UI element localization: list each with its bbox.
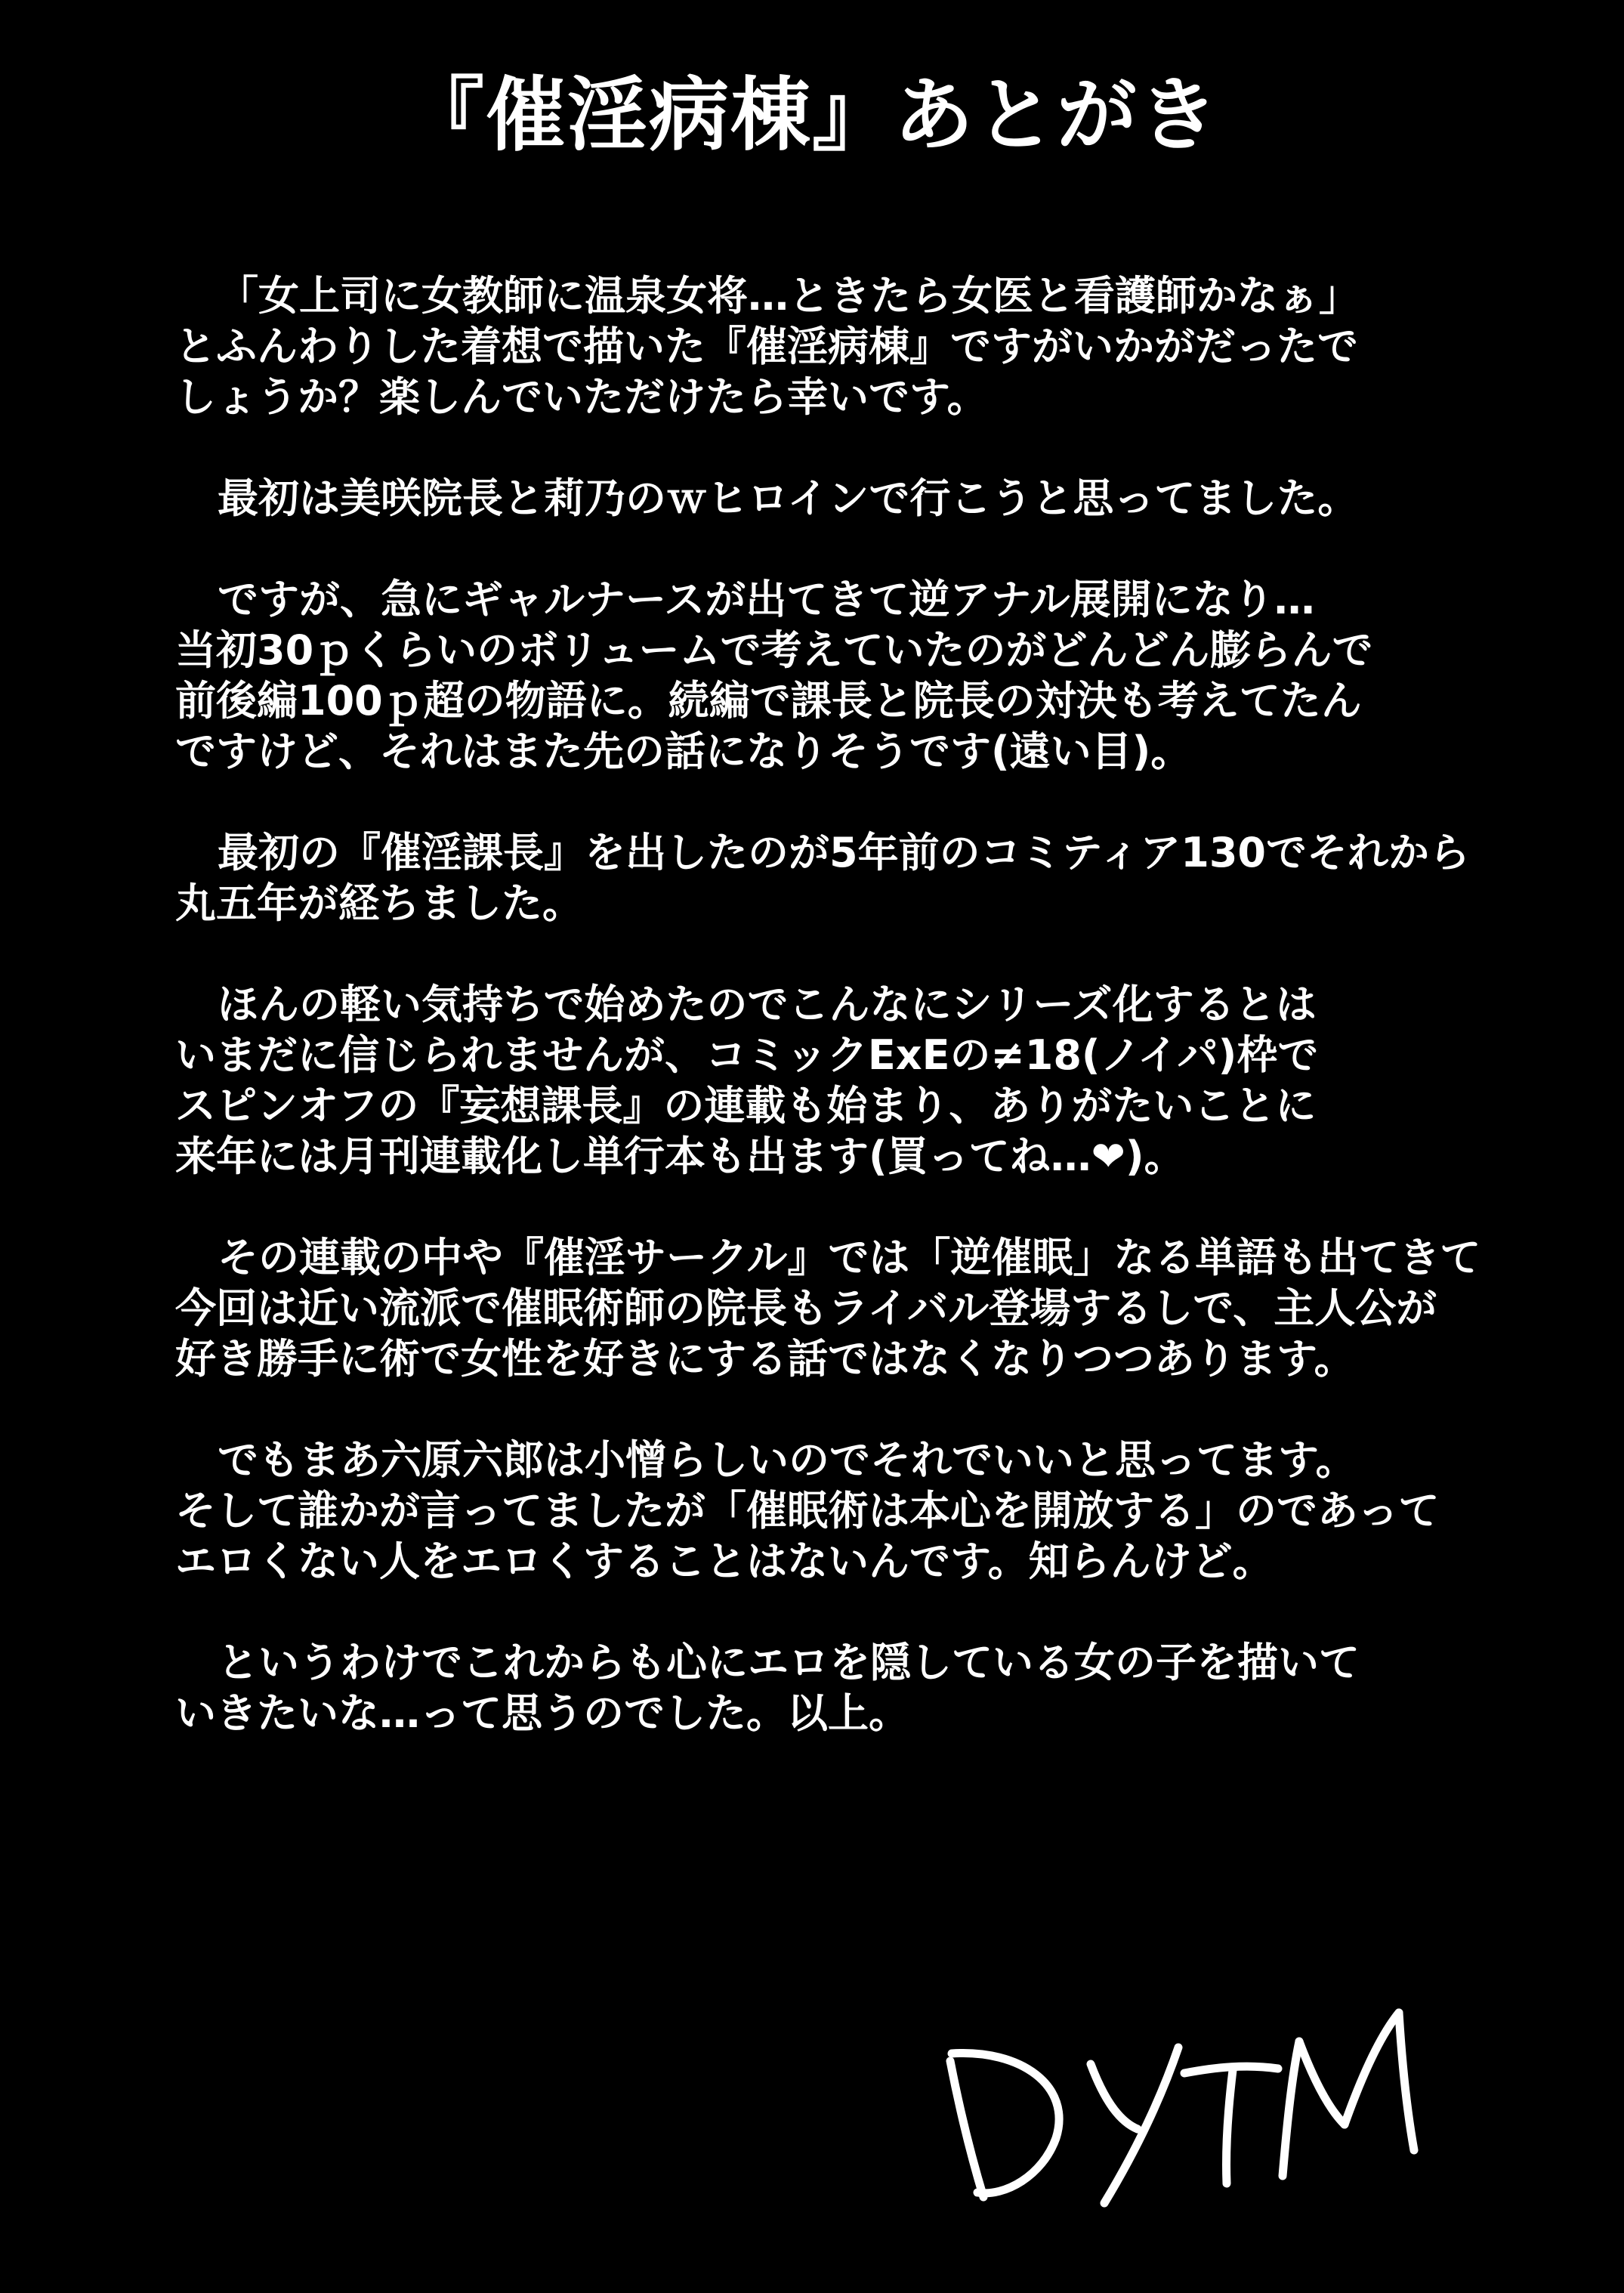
- text-line: 前後編100ｐ超の物語に。続編で課長と院長の対決も考えてたん: [175, 677, 1362, 725]
- paragraph-6: [175, 1232, 1595, 1384]
- paragraph-3: [175, 574, 1595, 777]
- text-line: 最初の『催淫課長』を出したのが5年前のコミティア130でそれから: [218, 829, 1470, 876]
- text-line: その連載の中や『催淫サークル』では「逆催眠」なる単語も出てきて: [218, 1234, 1481, 1281]
- text-line: ほんの軽い気持ちで始めたのでこんなにシリーズ化するとは: [218, 981, 1317, 1028]
- text-line: スピンオフの『妄想課長』の連載も始まり、ありがたいことに: [175, 1082, 1317, 1130]
- paragraph-8: [175, 1637, 1595, 1738]
- paragraph-4: [175, 827, 1595, 929]
- paragraph-1: [175, 270, 1595, 422]
- signature-stroke: [1091, 2064, 1138, 2129]
- text-line: でもまあ六原六郎は小憎らしいのでそれでいいと思ってます。: [218, 1436, 1357, 1484]
- text-line: いきたいな…って思うのでした。以上。: [175, 1689, 909, 1737]
- signature-stroke: [1345, 2013, 1399, 2125]
- handwritten-signature: [929, 1995, 1428, 2214]
- text-line: 「女上司に女教師に温泉女将…ときたら女医と看護師かなぁ」: [218, 272, 1360, 320]
- text-line: ですが、急にギャルナースが出てきて逆アナル展開になり…: [218, 576, 1315, 623]
- text-line: そして誰かが言ってましたが「催眠術は本心を開放する」のであって: [175, 1487, 1440, 1534]
- text-line: 丸五年が経ちました。: [175, 879, 583, 927]
- afterword-body: [175, 270, 1595, 1789]
- text-line: しょうか？楽しんでいただけたら幸いです。: [175, 373, 988, 421]
- paragraph-7: [175, 1435, 1595, 1587]
- signature-stroke: [950, 2061, 983, 2197]
- text-line: 来年には月刊連載化し単行本も出ます(買ってね…❤)。: [175, 1133, 1185, 1180]
- text-line: ですけど、それはまた先の話になりそうです(遠い目)。: [175, 728, 1192, 775]
- signature-stroke: [1283, 2041, 1299, 2176]
- signature-stroke: [1399, 2013, 1414, 2150]
- paragraph-2: [175, 473, 1595, 524]
- text-line: 好き勝手に術で女性を好きにする話ではなくなりつつあります。: [175, 1335, 1355, 1383]
- text-line: というわけでこれからも心にエロを隠している女の子を描いて: [218, 1639, 1360, 1686]
- text-line: 最初は美咲院長と莉乃のｗヒロインで行こうと思ってました。: [218, 474, 1359, 522]
- text-line: 今回は近い流派で催眠術師の院長もライバル登場するしで、主人公が: [175, 1284, 1437, 1332]
- paragraph-5: [175, 979, 1595, 1182]
- signature-stroke: [1104, 2047, 1178, 2203]
- text-line: エロくない人をエロくすることはないんです。知らんけど。: [175, 1537, 1274, 1585]
- text-line: いまだに信じられませんが、コミックExEの≠18(ノイパ)枠で: [175, 1031, 1319, 1079]
- page-title: 『催淫病棟』あとがき: [404, 69, 1220, 162]
- signature-stroke: [1299, 2041, 1345, 2125]
- signature-stroke: [1226, 2070, 1233, 2183]
- text-line: 当初30ｐくらいのボリュームで考えていたのがどんどん膨らんで: [175, 626, 1373, 674]
- text-line: とふんわりした着想で描いた『催淫病棟』ですがいかがだったで: [175, 323, 1358, 370]
